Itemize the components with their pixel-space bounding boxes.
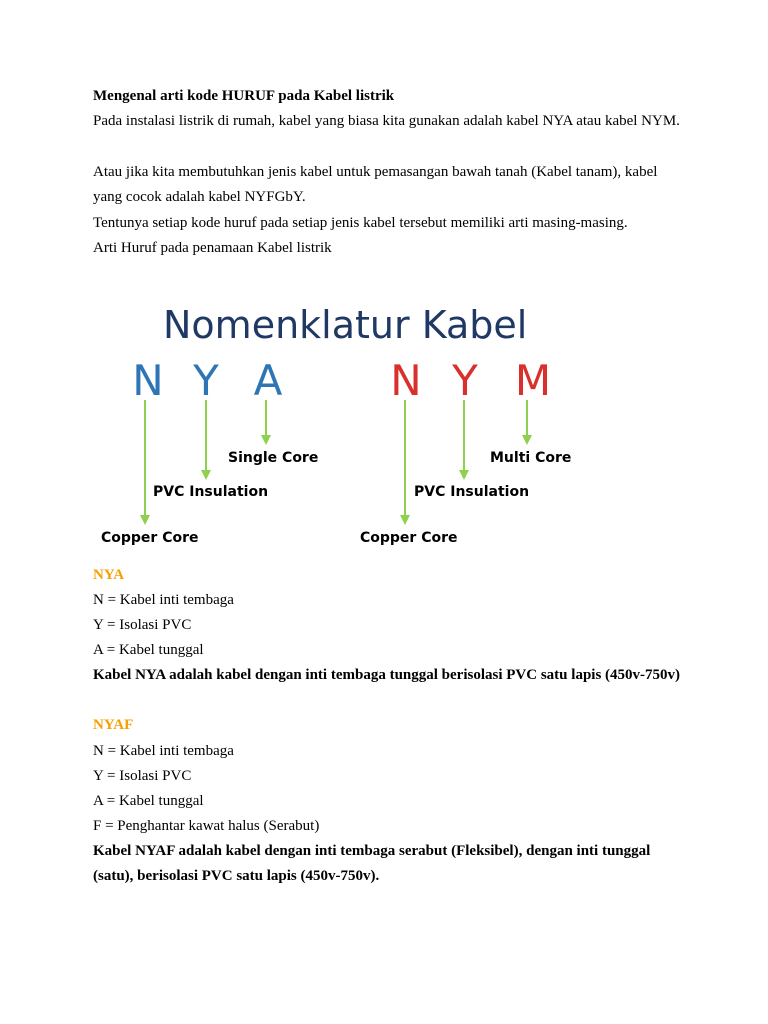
nya-summary: Kabel NYA adalah kabel dengan inti tembaga tunggal berisolasi PVC satu lapis (450v-750v) <box>93 667 681 683</box>
nomenclature-diagram <box>90 290 590 560</box>
nyaf-item-y: Y = Isolasi PVC <box>93 768 192 784</box>
intro-paragraph-3: Tentunya setiap kode huruf pada setiap jenis kabel tersebut memiliki arti masing-masing. <box>93 215 628 231</box>
letter-y-right: Y <box>452 356 478 405</box>
diagram-title: Nomenklatur Kabel <box>163 303 528 347</box>
nyaf-item-f: F = Penghantar kawat halus (Serabut) <box>93 818 320 834</box>
letter-n-right: N <box>390 356 422 405</box>
nyaf-item-a: A = Kabel tunggal <box>93 793 204 809</box>
label-pvc-insulation-right: PVC Insulation <box>414 484 530 500</box>
nya-item-a: A = Kabel tunggal <box>93 642 204 658</box>
label-single-core: Single Core <box>228 450 319 466</box>
intro-paragraph-1: Pada instalasi listrik di rumah, kabel yang biasa kita gunakan adalah kabel NYA atau kabel NYM. <box>93 113 680 129</box>
letter-n-left: N <box>132 356 164 405</box>
label-multi-core: Multi Core <box>490 450 572 466</box>
letter-y-left: Y <box>193 356 219 405</box>
intro-paragraph-4: Arti Huruf pada penamaan Kabel listrik <box>93 240 332 256</box>
nyaf-summary: Kabel NYAF adalah kabel dengan inti tembaga serabut (Fleksibel), dengan inti tunggal (satu), berisolasi PVC satu lapis (450v-750v). <box>93 843 651 884</box>
label-copper-core-right: Copper Core <box>360 530 458 546</box>
nyaf-heading: NYAF <box>93 717 134 733</box>
nyaf-item-n: N = Kabel inti tembaga <box>93 743 234 759</box>
label-pvc-insulation-left: PVC Insulation <box>153 484 269 500</box>
letter-m-right: M <box>514 356 552 405</box>
nya-heading: NYA <box>93 567 125 583</box>
document-title: Mengenal arti kode HURUF pada Kabel listrik <box>93 88 395 104</box>
nya-item-n: N = Kabel inti tembaga <box>93 592 234 608</box>
label-copper-core-left: Copper Core <box>101 530 199 546</box>
nya-item-y: Y = Isolasi PVC <box>93 617 192 633</box>
letter-a-left: A <box>253 356 283 405</box>
intro-paragraph-2: Atau jika kita membutuhkan jenis kabel untuk pemasangan bawah tanah (Kabel tanam), kabel yang cocok adalah kabel NYFGbY. <box>93 164 658 205</box>
